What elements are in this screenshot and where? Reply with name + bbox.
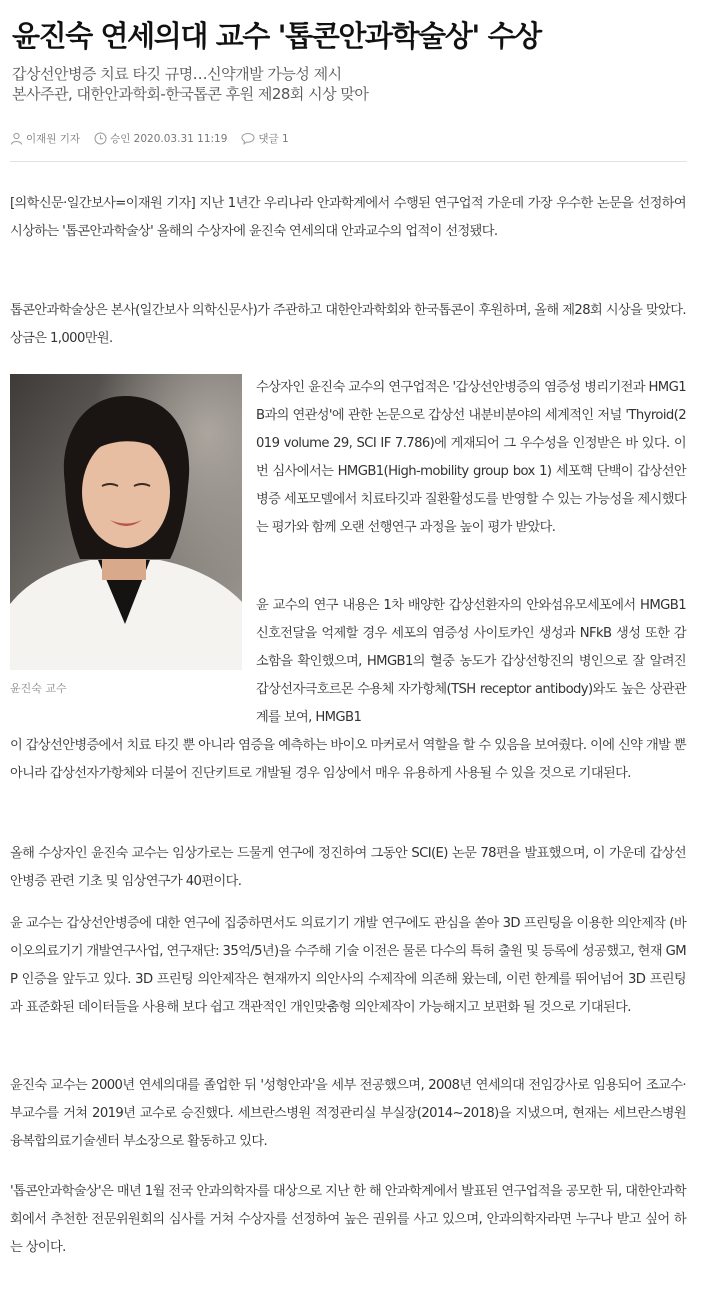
professor-photo[interactable]	[10, 374, 242, 670]
paragraph-4-continued: 이 갑상선안병증에서 치료 타깃 뿐 아니라 염증을 예측하는 바이오 마커로서 역할을 할 수 있음을 보여줬다. 이에 신약 개발 뿐 아니라 갑상선자가항체와 더불어 진단키트로 개발될 경우 임상에서 매우 유용하게 사용될 수 있을 것으로 기대된다.	[10, 738, 686, 781]
paragraph-4-wrap: 윤 교수의 연구 내용은 1차 배양한 갑상선환자의 안와섬유모세포에서 HMGB1 신호전달을 억제할 경우 세포의 염증성 사이토카인 생성과 NFkB 생성 또한 감소함을 확인했으며, HMGB1의 혈중 농도가 갑상선항진의 병인으로 잘 알려진 갑상선자극호르몬 수용체 자가항체(TSH receptor antibody)와도 높은 상관관계를 보여, HMGB1	[256, 598, 686, 725]
article-title: 윤진숙 연세의대 교수 '톱콘안과학술상' 수상	[12, 19, 541, 53]
article-meta	[10, 131, 700, 146]
approved-date: 승인 2020.03.31 11:19	[110, 133, 228, 145]
subtitle-line-2: 본사주관, 대한안과학회-한국톱콘 후원 제28회 시상 맞아	[12, 85, 369, 103]
author-name: 이재원 기자	[26, 133, 81, 145]
clock-icon	[94, 132, 107, 145]
paragraph-8: '톱콘안과학술상'은 매년 1월 전국 안과의학자를 대상으로 지난 한 해 안과학계에서 발표된 연구업적을 공모한 뒤, 대한안과학회에서 추천한 전문위원회의 심사를 거쳐 수상자를 선정하여 높은 권위를 사고 있으며, 안과의학자라면 누구나 받고 싶어 하는 상이다.	[10, 1184, 686, 1255]
paragraph-1: [의학신문·일간보사=이재원 기자] 지난 1년간 우리나라 안과학계에서 수행된 연구업적 가운데 가장 우수한 논문을 선정하여 시상하는 '톱콘안과학술상' 올해의 수상자에 윤진숙 연세의대 안과교수의 업적이 선정됐다.	[10, 196, 686, 239]
person-icon	[10, 132, 23, 145]
author-info[interactable]	[10, 131, 80, 146]
paragraph-2: 톱콘안과학술상은 본사(일간보사 의학신문사)가 주관하고 대한안과학회와 한국톱콘이 후원하며, 올해 제28회 시상을 맞았다. 상금은 1,000만원.	[10, 303, 686, 346]
portrait-image	[10, 374, 242, 670]
paragraph-6: 윤 교수는 갑상선안병증에 대한 연구에 집중하면서도 의료기기 개발 연구에도 관심을 쏟아 3D 프린팅을 이용한 의안제작 (바이오의료기기 개발연구사업, 연구재단: 35억/5년)을 수주해 기술 이전은 물론 다수의 특허 출원 및 등록에 성공했고, 현재 GMP 인증을 앞두고 있다. 3D 프린팅 의안제작은 현재까지 의안사의 수제작에 의존해 왔는데, 이런 한계를 뛰어넘어 3D 프린팅과 표준화된 데이터들을 사용해 보다 쉽고 객관적인 개인맞춤형 의안제작이 가능해지고 보편화 될 것으로 기대된다.	[10, 916, 686, 1015]
paragraph-7: 윤진숙 교수는 2000년 연세의대를 졸업한 뒤 '성형안과'을 세부 전공했으며, 2008년 연세의대 전임강사로 임용되어 조교수·부교수를 거쳐 2019년 교수로 승진했다. 세브란스병원 적정관리실 부실장(2014~2018)을 지냈으며, 현재는 세브란스병원 융복합의료기술센터 부소장으로 활동하고 있다.	[10, 1078, 686, 1149]
meta-divider	[10, 161, 687, 162]
subtitle-line-1: 갑상선안병증 치료 타깃 규명…신약개발 가능성 제시	[12, 65, 342, 83]
approved-info	[94, 131, 227, 146]
photo-caption: 윤진숙 교수	[10, 682, 67, 695]
comments-link[interactable]	[241, 131, 288, 146]
speech-bubble-icon	[241, 132, 255, 145]
comment-count: 댓글 1	[258, 133, 289, 145]
paragraph-3: 수상자인 윤진숙 교수의 연구업적은 '갑상선안병증의 염증성 병리기전과 HMG1B과의 연관성'에 관한 논문으로 갑상선 내분비분야의 세계적인 저널 'Thyroid(2019 volume 29, SCI IF 7.786)에 게재되어 그 우수성을 인정받은 바 있다. 이번 심사에서는 HMGB1(High-mobility group box 1) 세포핵 단백이 갑상선안병증 세포모델에서 치료타깃과 질환활성도를 반영할 수 있는 가능성을 제시했다는 평가와 함께 오랜 선행연구 과정을 높이 평가 받았다.	[256, 380, 686, 535]
article-subtitle	[12, 64, 712, 104]
paragraph-5: 올해 수상자인 윤진숙 교수는 임상가로는 드물게 연구에 정진하여 그동안 SCI(E) 논문 78편을 발표했으며, 이 가운데 갑상선안병증 관련 기초 및 임상연구가 40편이다.	[10, 846, 686, 889]
